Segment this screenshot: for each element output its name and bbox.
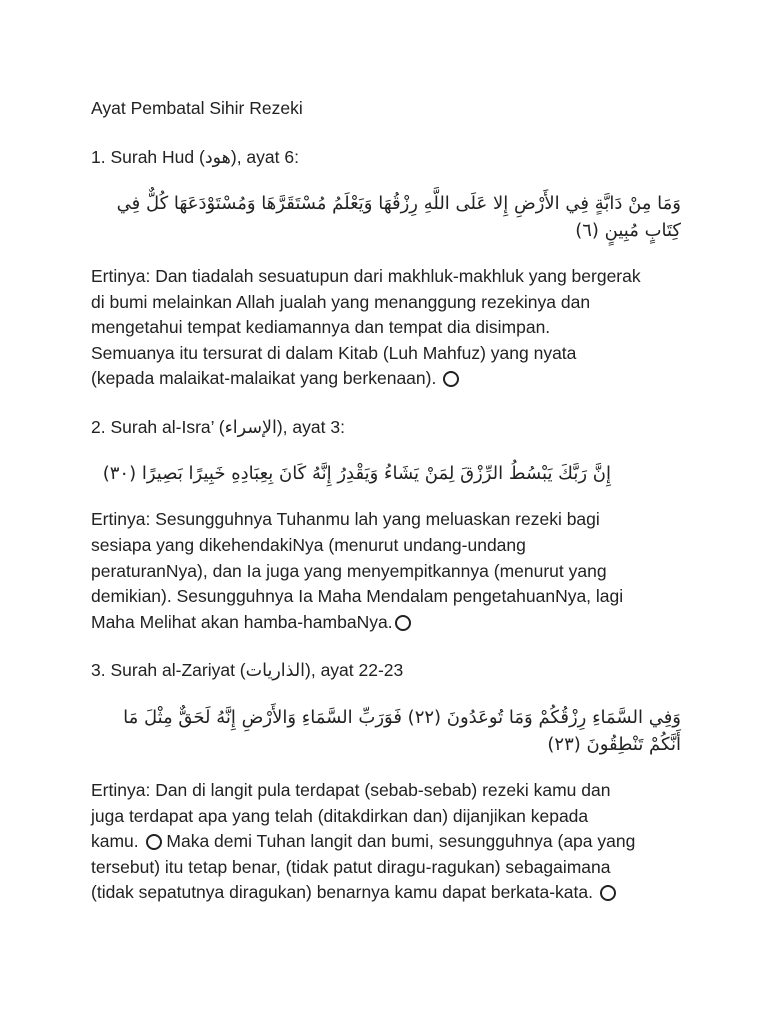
section-heading [91, 145, 681, 171]
translation-line: mengetahui tempat kediamannya dan tempat dia disimpan. [91, 317, 551, 338]
heading-prefix: 1. Surah Hud ( [91, 146, 205, 167]
arabic-verse: إِنَّ رَبَّكَ يَبْسُطُ الرِّزْقَ لِمَنْ يَشَاءُ وَيَقْدِرُ إِنَّهُ كَانَ بِعِبَادِهِ خَبِيرًا بَصِيرًا (٣٠) [102, 463, 611, 485]
translation-line: sesiapa yang dikehendakiNya (menurut undang-undang [91, 535, 526, 556]
translation-line: di bumi melainkan Allah jualah yang menanggung rezekinya dan [91, 291, 591, 312]
heading-prefix: 2. Surah al-Isra’ ( [91, 416, 225, 437]
section-heading [91, 658, 681, 684]
translation-line: kamu. [91, 831, 139, 852]
heading-suffix: ), ayat 22-23 [305, 660, 404, 681]
translation-line: peraturanNya), dan Ia juga yang menyempitkannya (menurut yang [91, 560, 607, 581]
translation-line: demikian). Sesungguhnya Ia Maha Mendalam pengetahuanNya, lagi [91, 586, 624, 607]
section-surah-hud [91, 145, 681, 392]
arabic-verse: وَفِي السَّمَاءِ رِزْقُكُمْ وَمَا تُوعَدُونَ (٢٢) فَوَرَبِّ السَّمَاءِ وَالأَرْضِ إِنَّهُ لَحَقٌّ مِثْلَ مَا أَنَّكُمْ تَنْطِقُونَ (٢٣) [123, 706, 681, 755]
translation-line: Ertinya: Dan di langit pula terdapat (sebab-sebab) rezeki kamu dan [91, 779, 611, 800]
circle-icon [443, 371, 459, 387]
translation-line-with-icon [91, 829, 681, 855]
document-title: Ayat Pembatal Sihir Rezeki [91, 98, 303, 118]
translation-line-last [91, 880, 681, 906]
arabic-verse: وَمَا مِنْ دَابَّةٍ فِي الأَرْضِ إِلا عَلَى اللَّهِ رِزْقُهَا وَيَعْلَمُ مُسْتَقَرَّهَا وَمُسْتَوْدَعَهَا كُلٌّ فِي كِتَابٍ مُبِينٍ (٦) [116, 193, 681, 241]
translation-line: tersebut) itu tetap benar, (tidak patut diragu-ragukan) sebagaimana [91, 856, 611, 877]
translation-paragraph [91, 264, 681, 392]
translation-line-last [91, 610, 681, 636]
heading-arabic-name: الإسراء [224, 416, 277, 437]
circle-icon [395, 615, 411, 631]
translation-line: Ertinya: Dan tiadalah sesuatupun dari makhluk-makhluk yang bergerak [91, 266, 641, 286]
translation-line: Maka demi Tuhan langit dan bumi, sesungguhnya (apa yang [166, 831, 636, 852]
translation-line: Ertinya: Sesungguhnya Tuhanmu lah yang meluaskan rezeki bagi [91, 509, 600, 530]
section-heading [91, 415, 681, 441]
heading-suffix: ), ayat 3: [276, 416, 345, 437]
translation-line: Semuanya itu tersurat di dalam Kitab (Luh Mahfuz) yang nyata [91, 342, 577, 363]
circle-icon [600, 885, 616, 901]
section-surah-al-isra [91, 415, 681, 635]
translation-line-last [91, 366, 681, 392]
document-page [91, 96, 681, 929]
heading-prefix: 3. Surah al-Zariyat ( [91, 660, 246, 681]
section-surah-al-zariyat [91, 658, 681, 905]
translation-line: juga terdapat apa yang telah (ditakdirkan dan) dijanjikan kepada [91, 805, 589, 826]
translation-paragraph [91, 507, 681, 635]
translation-line: (kepada malaikat-malaikat yang berkenaan). [91, 368, 437, 389]
translation-line: (tidak sepatutnya diragukan) benarnya kamu dapat berkata-kata. [91, 882, 593, 903]
translation-paragraph [91, 778, 681, 906]
heading-arabic-name: الذاريات [245, 660, 306, 681]
heading-suffix: ), ayat 6: [230, 146, 299, 167]
heading-arabic-name: هود [204, 146, 231, 167]
circle-icon [146, 834, 162, 850]
translation-line: Maha Melihat akan hamba-hambaNya. [91, 611, 393, 632]
